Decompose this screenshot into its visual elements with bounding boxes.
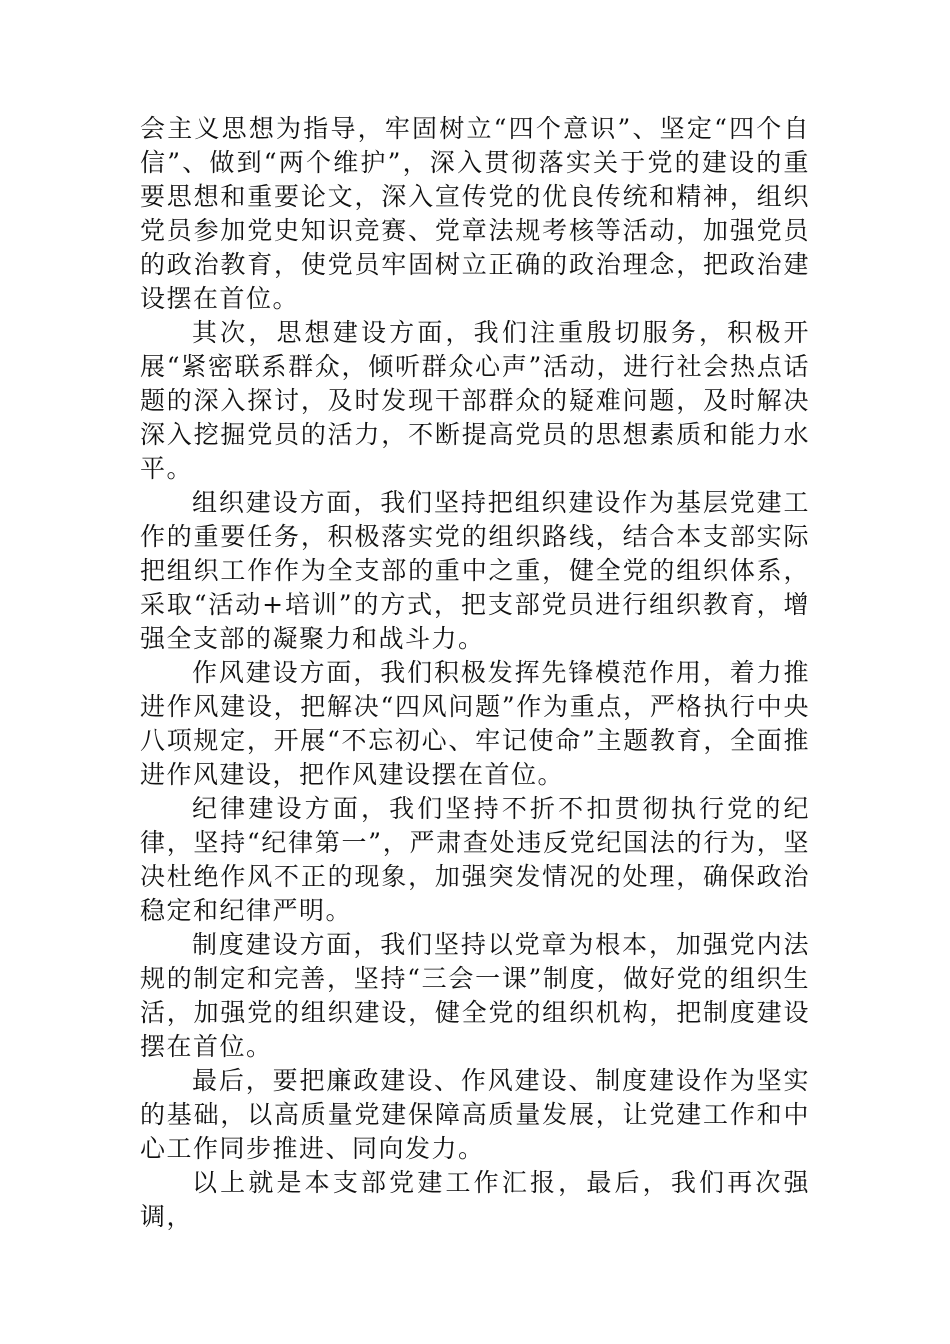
document-body — [140, 112, 810, 1234]
paragraph-organizational-construction: 组织建设方面，我们坚持把组织建设作为基层党建工作的重要任务，积极落实党的组织路线，结合本支部实际把组织工作作为全支部的重中之重，健全党的组织体系，采取“活动+培训”的方式，把支部党员进行组织教育，增强全支部的凝聚力和战斗力。 — [140, 488, 810, 653]
paragraph-work-style-construction: 作风建设方面，我们积极发挥先锋模范作用，着力推进作风建设，把解决“四风问题”作为重点，严格执行中央八项规定，开展“不忘初心、牢记使命”主题教育，全面推进作风建设，把作风建设摆在首位。 — [140, 658, 810, 789]
paragraph-ideological-construction: 其次，思想建设方面，我们注重殷切服务，积极开展“紧密联系群众，倾听群众心声”活动，进行社会热点话题的深入探讨，及时发现干部群众的疑难问题，及时解决深入挖掘党员的活力，不断提高党员的思想素质和能力水平。 — [140, 318, 810, 483]
paragraph-closing: 以上就是本支部党建工作汇报，最后，我们再次强调， — [140, 1168, 810, 1231]
paragraph-discipline-construction: 纪律建设方面，我们坚持不折不扣贯彻执行党的纪律，坚持“纪律第一”，严肃查处违反党纪国法的行为，坚决杜绝作风不正的现象，加强突发情况的处理，确保政治稳定和纪律严明。 — [140, 794, 810, 925]
paragraph-institutional-construction: 制度建设方面，我们坚持以党章为根本，加强党内法规的制定和完善，坚持“三会一课”制度，做好党的组织生活，加强党的组织建设，健全党的组织机构，把制度建设摆在首位。 — [140, 930, 810, 1061]
paragraph-political-construction: 会主义思想为指导，牢固树立“四个意识”、坚定“四个自信”、做到“两个维护”，深入贯彻落实关于党的建设的重要思想和重要论文，深入宣传党的优良传统和精神，组织党员参加党史知识竞赛、党章法规考核等活动，加强党员的政治教育，使党员牢固树立正确的政治理念，把政治建设摆在首位。 — [140, 114, 810, 313]
paragraph-conclusion: 最后，要把廉政建设、作风建设、制度建设作为坚实的基础，以高质量党建保障高质量发展，让党建工作和中心工作同步推进、同向发力。 — [140, 1066, 810, 1163]
